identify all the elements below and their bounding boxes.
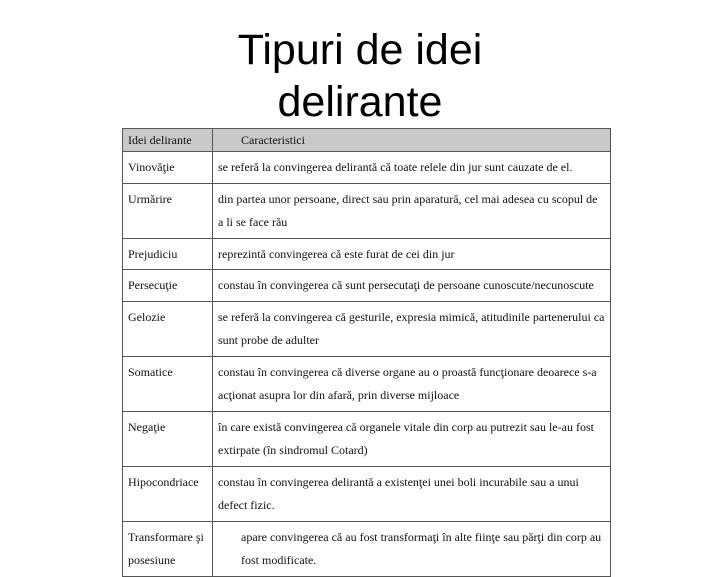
table-row: [123, 411, 611, 466]
table-row: [123, 521, 611, 576]
row-description: se referă la convingerea că gesturile, expresia mimică, atitudinile partenerului ca sunt probe de adulter: [213, 301, 611, 356]
table-row: [123, 238, 611, 270]
slide-title-line-2: delirante: [277, 78, 443, 126]
delusions-table: [122, 128, 611, 577]
row-description: constau în convingerea delirantă a existenţei unei boli incurabile sau a unui defect fizic.: [213, 466, 611, 521]
row-type: Vinovăţie: [123, 152, 213, 184]
table-header-row: [123, 129, 611, 152]
row-description: în care există convingerea că organele vitale din corp au putrezit sau le-au fost extirpate (în sindromul Cotard): [213, 411, 611, 466]
row-description: se referă la convingerea delirantă că toate relele din jur sunt cauzate de el.: [213, 152, 611, 184]
table-row: [123, 152, 611, 184]
row-type: Transformare şi posesiune: [123, 521, 213, 576]
table-row: [123, 270, 611, 302]
header-idei-delirante: Idei delirante: [123, 129, 213, 152]
row-description: reprezintă convingerea că este furat de cei din jur: [213, 238, 611, 270]
row-description: constau în convingerea că diverse organe au o proastă funcţionare deoarece s-a acţionat asupra lor din afară, prin diverse mijloace: [213, 356, 611, 411]
slide-title-line-1: Tipuri de idei: [237, 26, 483, 74]
row-type: Urmărire: [123, 183, 213, 238]
table-row: [123, 301, 611, 356]
table-row: [123, 466, 611, 521]
row-type: Somatice: [123, 356, 213, 411]
row-type: Persecuţie: [123, 270, 213, 302]
row-type: Hipocondriace: [123, 466, 213, 521]
row-description: apare convingerea că au fost transformaţi în alte fiinţe sau părţi din corp au fost modificate.: [213, 521, 611, 576]
table-row: [123, 183, 611, 238]
row-description: constau în convingerea că sunt persecutaţi de persoane cunoscute/necunoscute: [213, 270, 611, 302]
row-type: Gelozie: [123, 301, 213, 356]
row-type: Prejudiciu: [123, 238, 213, 270]
slide-title: [0, 24, 720, 128]
header-caracteristici: Caracteristici: [213, 129, 611, 152]
row-type: Negaţie: [123, 411, 213, 466]
row-description: din partea unor persoane, direct sau prin aparatură, cel mai adesea cu scopul de a li se face rău: [213, 183, 611, 238]
table-row: [123, 356, 611, 411]
